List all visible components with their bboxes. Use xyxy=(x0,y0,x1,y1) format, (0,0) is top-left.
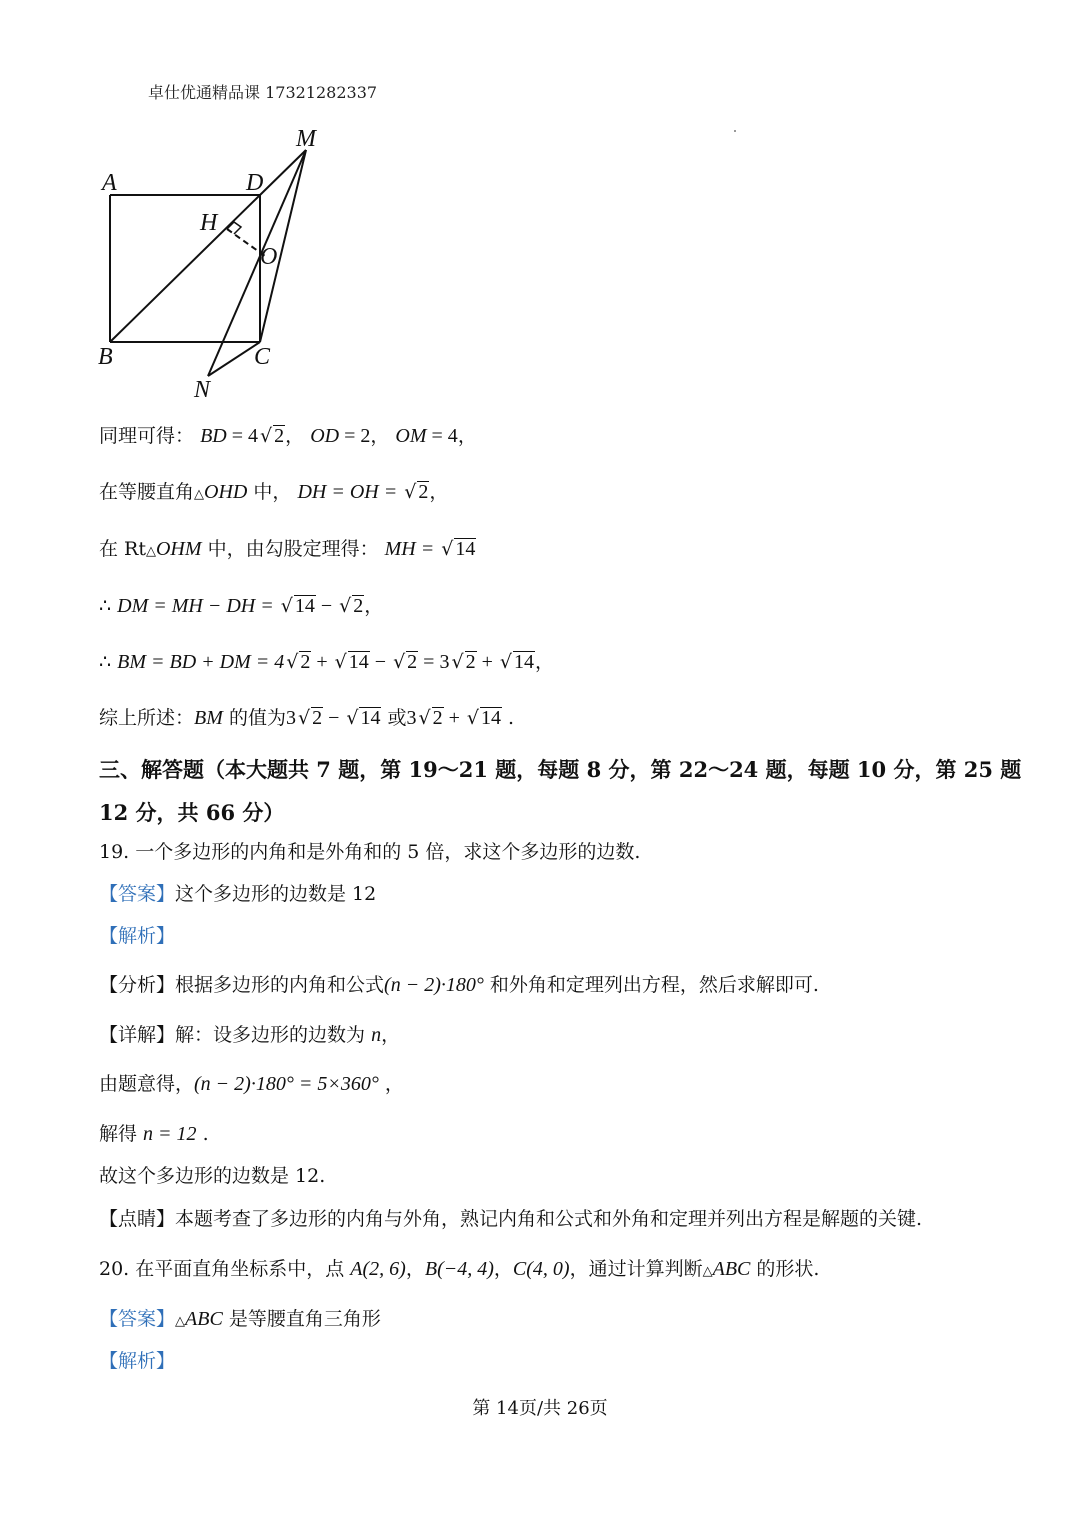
label-A: A xyxy=(102,170,117,196)
label-D: D xyxy=(246,170,264,196)
question-20: 20. 在平面直角坐标系中，点 A(2, 6)，B(−4, 4)，C(4, 0)，通过计算判断△ABC 的形状. xyxy=(99,1258,820,1280)
q19-dianjing: 【点睛】本题考查了多边形的内角与外角，熟记内角和公式和外角和定理并列出方程是解题的关键. xyxy=(99,1208,923,1230)
q19-analysis-tag: 【解析】 xyxy=(99,925,176,947)
section-heading-line-2: 12 分，共 66 分） xyxy=(99,800,285,825)
label-O: O xyxy=(260,244,278,270)
q19-equation: 由题意得，(n − 2)·180° = 5×360° ， xyxy=(99,1073,404,1095)
speck xyxy=(734,130,736,132)
q19-conclusion: 故这个多边形的边数是 12. xyxy=(99,1165,326,1187)
page-footer: 第 14页/共 26页 xyxy=(472,1398,608,1419)
label-N: N xyxy=(194,377,211,402)
label-M: M xyxy=(296,126,316,152)
q20-analysis-tag: 【解析】 xyxy=(99,1350,176,1372)
label-B: B xyxy=(98,344,113,370)
section-heading-line-1: 三、解答题（本大题共 7 题，第 19～21 题，每题 8 分，第 22～24 题，每题 10 分，第 25 题 xyxy=(99,757,1022,782)
answer-tag: 【答案】 xyxy=(99,1308,176,1330)
solution-line-4: ∴ DM = MH − DH = √ 14 − √ 2， xyxy=(99,595,384,617)
solution-line-3: 在 Rt△OHM 中，由勾股定理得： MH = √ 14 xyxy=(99,538,476,560)
solution-line-6: 综上所述：BM 的值为3 √ 2 − √ 14 或3 √ 2 + √ 14 . xyxy=(99,707,515,729)
q19-xiangjie: 【详解】解：设多边形的边数为 n， xyxy=(99,1024,401,1046)
label-H: H xyxy=(200,210,218,236)
solution-line-2: 在等腰直角△OHD 中， DH = OH = √ 2， xyxy=(99,481,449,503)
solution-line-5: ∴ BM = BD + DM = 4 √ 2 + √ 14 − √ 2 = 3 √ 2 + √ 14， xyxy=(99,651,554,673)
q19-solve: 解得 n = 12 . xyxy=(99,1123,209,1145)
label-C: C xyxy=(254,344,271,370)
q19-fenxi: 【分析】根据多边形的内角和公式(n − 2)·180° 和外角和定理列出方程，然后求解即可. xyxy=(99,974,819,996)
page-header: 卓仕优通精品课 17321282337 xyxy=(148,83,378,102)
q19-answer: 【答案】这个多边形的边数是 12 xyxy=(99,883,377,905)
q20-answer: 【答案】△ABC 是等腰直角三角形 xyxy=(99,1308,381,1330)
answer-tag: 【答案】 xyxy=(99,883,176,905)
geometry-figure xyxy=(92,122,352,402)
question-19: 19. 一个多边形的内角和是外角和的 5 倍，求这个多边形的边数. xyxy=(99,841,641,863)
solution-line-1: 同理可得： BD = 4 √ 2， OD = 2， OM = 4， xyxy=(99,425,477,447)
